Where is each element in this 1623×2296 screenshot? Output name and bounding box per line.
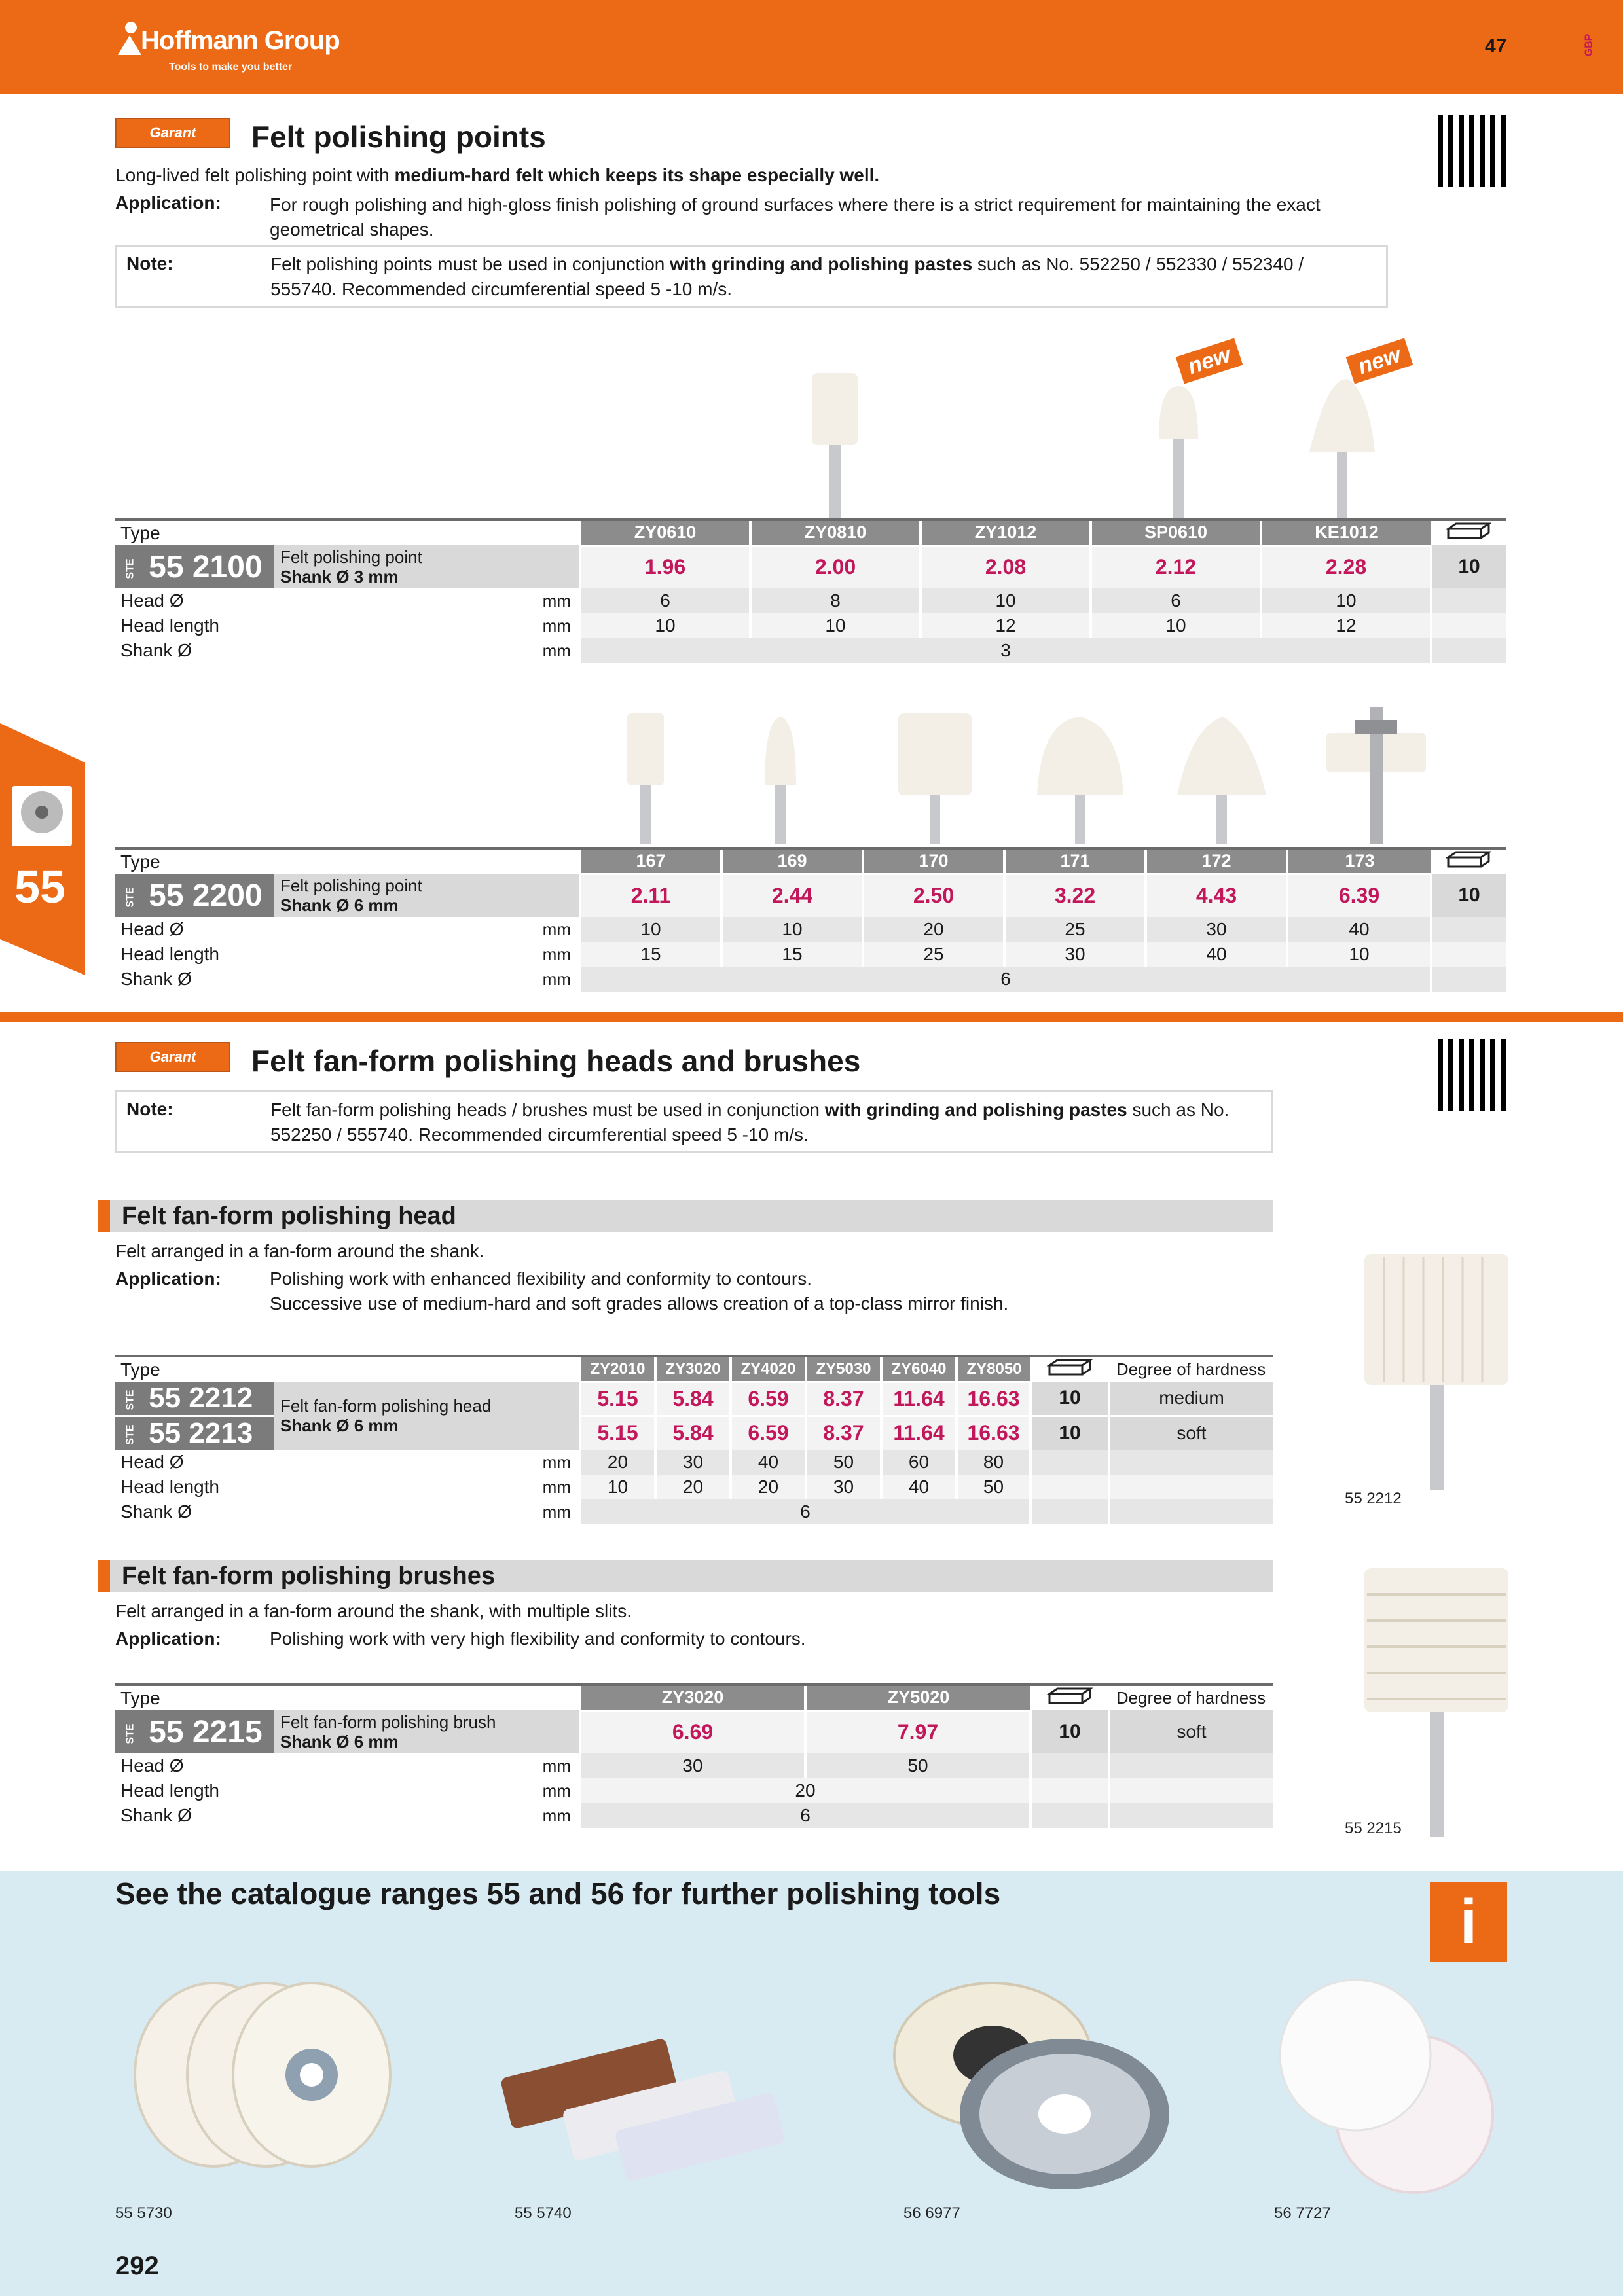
page-number-top: 47 bbox=[1485, 35, 1507, 57]
type-code: 167 bbox=[580, 848, 721, 874]
brush-intro: Felt arranged in a fan-form around the shank, with multiple slits. bbox=[115, 1601, 632, 1621]
spec-unit: mm bbox=[542, 590, 571, 611]
pack-size-icon bbox=[1431, 848, 1506, 874]
hardness-label: Degree of hardness bbox=[1109, 1685, 1273, 1710]
spec-unit: mm bbox=[542, 944, 571, 964]
fan-head-image bbox=[1358, 1247, 1515, 1490]
spec-label: Head Ø bbox=[120, 1755, 184, 1776]
head-intro: Felt arranged in a fan-form around the shank. bbox=[115, 1241, 484, 1261]
price: 2.50 bbox=[863, 874, 1004, 917]
spec-value: 20 bbox=[655, 1475, 731, 1499]
spec-value: 30 bbox=[580, 1753, 805, 1778]
spec-empty bbox=[1431, 942, 1506, 967]
article-description: Felt fan-form polishing brush Shank Ø 6 mm bbox=[274, 1710, 580, 1753]
type-code: ZY3020 bbox=[655, 1356, 731, 1382]
spec-value: 10 bbox=[1261, 588, 1431, 613]
spec-label: Head length bbox=[120, 615, 220, 636]
spec-value: 6 bbox=[580, 1803, 1030, 1828]
price: 11.64 bbox=[881, 1416, 957, 1450]
note-label: Note: bbox=[126, 1099, 173, 1119]
spec-value: 15 bbox=[580, 942, 721, 967]
spec-unit: mm bbox=[542, 1452, 571, 1472]
price: 5.84 bbox=[655, 1382, 731, 1416]
price: 6.59 bbox=[731, 1382, 806, 1416]
section-number: 55 bbox=[14, 861, 65, 912]
spec-label: Head length bbox=[120, 1477, 220, 1497]
section1-intro: Long-lived felt polishing point with medium-hard felt which keeps its shape especially well. bbox=[115, 165, 880, 185]
spec-value: 10 bbox=[580, 1475, 655, 1499]
type-code: ZY0810 bbox=[750, 520, 921, 545]
spec-empty bbox=[1030, 1803, 1109, 1828]
spec-value: 50 bbox=[957, 1475, 1030, 1499]
brand-name: Hoffmann Group bbox=[141, 26, 340, 55]
spec-value: 20 bbox=[731, 1475, 806, 1499]
footer-product-label: 56 6977 bbox=[903, 2204, 960, 2222]
note-box bbox=[115, 1090, 1273, 1153]
type-code: ZY8050 bbox=[957, 1356, 1030, 1382]
spec-value: 10 bbox=[1091, 613, 1261, 638]
spec-empty bbox=[1431, 638, 1506, 663]
info-icon[interactable]: i bbox=[1430, 1882, 1507, 1962]
qr-code-icon[interactable] bbox=[1438, 115, 1510, 187]
type-code: SP0610 bbox=[1091, 520, 1261, 545]
note-text: Felt polishing points must be used in conjunction with grinding and polishing pastes such as No. 552250 / 552330 / 552340 / 555740. Recommended circumferential speed 5 -10 m/s. bbox=[270, 254, 1304, 299]
image-caption: 55 2215 bbox=[1345, 1820, 1402, 1837]
article-number: STE 55 2215 bbox=[115, 1710, 274, 1753]
spec-empty bbox=[1030, 1778, 1109, 1803]
hardness-value: medium bbox=[1109, 1382, 1273, 1416]
spec-value: 12 bbox=[1261, 613, 1431, 638]
type-code: ZY3020 bbox=[580, 1685, 805, 1710]
spec-unit: mm bbox=[542, 640, 571, 660]
hardness-value: soft bbox=[1109, 1710, 1273, 1753]
spec-empty bbox=[1109, 1803, 1273, 1828]
application-text: Polishing work with very high flexibility and conformity to contours. bbox=[270, 1628, 806, 1649]
spec-label: Shank Ø bbox=[120, 1805, 192, 1825]
spec-value: 30 bbox=[1004, 942, 1146, 967]
spec-empty bbox=[1030, 1753, 1109, 1778]
price: 5.15 bbox=[580, 1382, 655, 1416]
spec-value: 15 bbox=[721, 942, 863, 967]
price: 2.12 bbox=[1091, 545, 1261, 588]
price: 4.43 bbox=[1146, 874, 1287, 917]
spec-value: 6 bbox=[580, 588, 750, 613]
buffing-wheels-image bbox=[115, 1977, 416, 2173]
pack-size: 10 bbox=[1030, 1416, 1109, 1450]
spec-label: Head length bbox=[120, 1780, 220, 1801]
price: 5.84 bbox=[655, 1416, 731, 1450]
currency-label: GBP bbox=[1583, 33, 1595, 57]
brand-tagline: Tools to make you better bbox=[169, 62, 293, 73]
spec-label: Shank Ø bbox=[120, 1501, 192, 1522]
felt-point-image-ke1012 bbox=[1303, 367, 1381, 524]
spec-label: Head length bbox=[120, 944, 220, 964]
type-code: 169 bbox=[721, 848, 863, 874]
spec-value: 10 bbox=[921, 588, 1091, 613]
section1-title: Felt polishing points bbox=[251, 120, 546, 154]
spec-empty bbox=[1109, 1499, 1273, 1524]
price: 1.96 bbox=[580, 545, 750, 588]
product-table-552100 bbox=[115, 518, 1506, 663]
spec-empty bbox=[1109, 1450, 1273, 1475]
spec-empty bbox=[1109, 1475, 1273, 1499]
type-label: Type bbox=[115, 1356, 580, 1382]
type-label: Type bbox=[115, 848, 580, 874]
spec-value: 40 bbox=[881, 1475, 957, 1499]
new-badge: new bbox=[1346, 338, 1413, 384]
price: 16.63 bbox=[957, 1382, 1030, 1416]
application-text: Successive use of medium-hard and soft grades allows creation of a top-class mirror finish. bbox=[270, 1293, 1009, 1314]
section2-title: Felt fan-form polishing heads and brushes bbox=[251, 1044, 861, 1078]
spec-value: 6 bbox=[580, 1499, 1030, 1524]
spec-value: 30 bbox=[806, 1475, 881, 1499]
spec-unit: mm bbox=[542, 615, 571, 636]
spec-unit: mm bbox=[542, 1780, 571, 1801]
price: 2.00 bbox=[750, 545, 921, 588]
spec-value: 60 bbox=[881, 1450, 957, 1475]
article-number: STE 55 2213 bbox=[115, 1416, 274, 1450]
spec-empty bbox=[1109, 1753, 1273, 1778]
pack-size: 10 bbox=[1431, 874, 1506, 917]
spec-value: 10 bbox=[580, 917, 721, 942]
price: 3.22 bbox=[1004, 874, 1146, 917]
spec-empty bbox=[1431, 917, 1506, 942]
spec-empty bbox=[1431, 588, 1506, 613]
type-code: KE1012 bbox=[1261, 520, 1431, 545]
note-label: Note: bbox=[126, 253, 173, 274]
spec-value: 40 bbox=[731, 1450, 806, 1475]
spec-empty bbox=[1030, 1475, 1109, 1499]
spec-value: 30 bbox=[1146, 917, 1287, 942]
spec-value: 10 bbox=[721, 917, 863, 942]
spec-value: 20 bbox=[580, 1450, 655, 1475]
product-table-fan-brush bbox=[115, 1683, 1273, 1828]
hardness-label: Degree of hardness bbox=[1109, 1356, 1273, 1382]
note-box bbox=[115, 245, 1388, 308]
price: 8.37 bbox=[806, 1416, 881, 1450]
price: 5.15 bbox=[580, 1416, 655, 1450]
fan-brush-image bbox=[1358, 1562, 1515, 1837]
price: 8.37 bbox=[806, 1382, 881, 1416]
polishing-paste-image bbox=[498, 2022, 786, 2193]
application-label: Application: bbox=[115, 1628, 221, 1649]
price: 2.08 bbox=[921, 545, 1091, 588]
spec-value: 10 bbox=[750, 613, 921, 638]
section-side-tab bbox=[0, 723, 85, 975]
type-code: 173 bbox=[1287, 848, 1431, 874]
type-code: ZY1012 bbox=[921, 520, 1091, 545]
spec-label: Head Ø bbox=[120, 1452, 184, 1472]
application-text: Polishing work with enhanced flexibility and conformity to contours. bbox=[270, 1268, 812, 1289]
image-caption: 55 2212 bbox=[1345, 1490, 1402, 1507]
spec-label: Shank Ø bbox=[120, 969, 192, 989]
spec-unit: mm bbox=[542, 1501, 571, 1522]
garant-badge: Garant bbox=[115, 1042, 230, 1072]
felt-points-images-row bbox=[615, 707, 1427, 844]
spec-value: 20 bbox=[863, 917, 1004, 942]
price: 6.69 bbox=[580, 1710, 805, 1753]
flap-disc-image bbox=[888, 1977, 1176, 2193]
spec-unit: mm bbox=[542, 969, 571, 989]
article-description: Felt fan-form polishing head Shank Ø 6 mm bbox=[274, 1382, 580, 1450]
spec-value: 50 bbox=[806, 1450, 881, 1475]
spec-value: 25 bbox=[1004, 917, 1146, 942]
application-text: For rough polishing and high-gloss finish polishing of ground surfaces where there is a strict requirement for maintaining the exact geometrical shapes. bbox=[270, 194, 1321, 240]
price: 7.97 bbox=[805, 1710, 1030, 1753]
price: 2.28 bbox=[1261, 545, 1431, 588]
type-code: ZY2010 bbox=[580, 1356, 655, 1382]
hardness-value: soft bbox=[1109, 1416, 1273, 1450]
subsection-title: Felt fan-form polishing head bbox=[98, 1200, 1273, 1232]
footer-banner: See the catalogue ranges 55 and 56 for further polishing tools bbox=[115, 1876, 1001, 1910]
spec-value: 10 bbox=[580, 613, 750, 638]
felt-point-image-sp0610 bbox=[1152, 373, 1205, 524]
application-label: Application: bbox=[115, 192, 221, 213]
garant-badge: Garant bbox=[115, 118, 230, 148]
spec-unit: mm bbox=[542, 919, 571, 939]
spec-unit: mm bbox=[542, 1477, 571, 1497]
article-description: Felt polishing point Shank Ø 3 mm bbox=[274, 545, 580, 588]
product-table-552200 bbox=[115, 847, 1506, 992]
spec-empty bbox=[1431, 967, 1506, 992]
spec-empty bbox=[1109, 1778, 1273, 1803]
type-code: ZY5020 bbox=[805, 1685, 1030, 1710]
type-label: Type bbox=[115, 520, 580, 545]
article-description: Felt polishing point Shank Ø 6 mm bbox=[274, 874, 580, 917]
spec-value: 30 bbox=[655, 1450, 731, 1475]
type-code: ZY6040 bbox=[881, 1356, 957, 1382]
pack-size: 10 bbox=[1030, 1710, 1109, 1753]
spec-value: 6 bbox=[1091, 588, 1261, 613]
spec-value: 80 bbox=[957, 1450, 1030, 1475]
spec-value: 3 bbox=[580, 638, 1431, 663]
type-code: 172 bbox=[1146, 848, 1287, 874]
spec-label: Head Ø bbox=[120, 919, 184, 939]
footer-product-label: 55 5740 bbox=[515, 2204, 572, 2222]
section-divider bbox=[0, 1012, 1623, 1022]
type-code: 170 bbox=[863, 848, 1004, 874]
type-label: Type bbox=[115, 1685, 580, 1710]
price: 2.11 bbox=[580, 874, 721, 917]
price: 11.64 bbox=[881, 1382, 957, 1416]
new-badge: new bbox=[1176, 338, 1243, 384]
spec-value: 20 bbox=[580, 1778, 1030, 1803]
footer-product-label: 56 7727 bbox=[1274, 2204, 1331, 2222]
spec-empty bbox=[1431, 613, 1506, 638]
footer-product-label: 55 5730 bbox=[115, 2204, 172, 2222]
article-number: STE 55 2212 bbox=[115, 1382, 274, 1416]
type-code: ZY5030 bbox=[806, 1356, 881, 1382]
pack-size-icon bbox=[1431, 520, 1506, 545]
price: 2.44 bbox=[721, 874, 863, 917]
article-number: STE 55 2200 bbox=[115, 874, 274, 917]
pack-size-icon bbox=[1030, 1685, 1109, 1710]
type-code: ZY0610 bbox=[580, 520, 750, 545]
spec-value: 50 bbox=[805, 1753, 1030, 1778]
spec-value: 40 bbox=[1287, 917, 1431, 942]
spec-label: Head Ø bbox=[120, 590, 184, 611]
type-code: ZY4020 bbox=[731, 1356, 806, 1382]
pack-size: 10 bbox=[1431, 545, 1506, 588]
pack-size-icon bbox=[1030, 1356, 1109, 1382]
hoffmann-logo-icon bbox=[115, 18, 143, 58]
spec-value: 6 bbox=[580, 967, 1431, 992]
spec-unit: mm bbox=[542, 1755, 571, 1776]
application-label: Application: bbox=[115, 1268, 221, 1289]
polishing-pad-image bbox=[1277, 1977, 1499, 2199]
subsection-title: Felt fan-form polishing brushes bbox=[98, 1560, 1273, 1592]
spec-label: Shank Ø bbox=[120, 640, 192, 660]
spec-value: 25 bbox=[863, 942, 1004, 967]
price: 6.39 bbox=[1287, 874, 1431, 917]
note-text: Felt fan-form polishing heads / brushes must be used in conjunction with grinding and polishing pastes such as No. 552250 / 555740. Recommended circumferential speed 5 -10 m/s. bbox=[270, 1100, 1230, 1145]
spec-value: 8 bbox=[750, 588, 921, 613]
price: 16.63 bbox=[957, 1416, 1030, 1450]
spec-empty bbox=[1030, 1450, 1109, 1475]
felt-point-image-zy0810 bbox=[805, 367, 877, 524]
spec-value: 40 bbox=[1146, 942, 1287, 967]
spec-value: 10 bbox=[1287, 942, 1431, 967]
price: 6.59 bbox=[731, 1416, 806, 1450]
page-number-bottom: 292 bbox=[115, 2251, 159, 2280]
article-number: STE 55 2100 bbox=[115, 545, 274, 588]
spec-unit: mm bbox=[542, 1805, 571, 1825]
spec-empty bbox=[1030, 1499, 1109, 1524]
product-table-fan-head bbox=[115, 1355, 1273, 1524]
qr-code-icon[interactable] bbox=[1438, 1039, 1510, 1111]
pack-size: 10 bbox=[1030, 1382, 1109, 1416]
type-code: 171 bbox=[1004, 848, 1146, 874]
spec-value: 12 bbox=[921, 613, 1091, 638]
